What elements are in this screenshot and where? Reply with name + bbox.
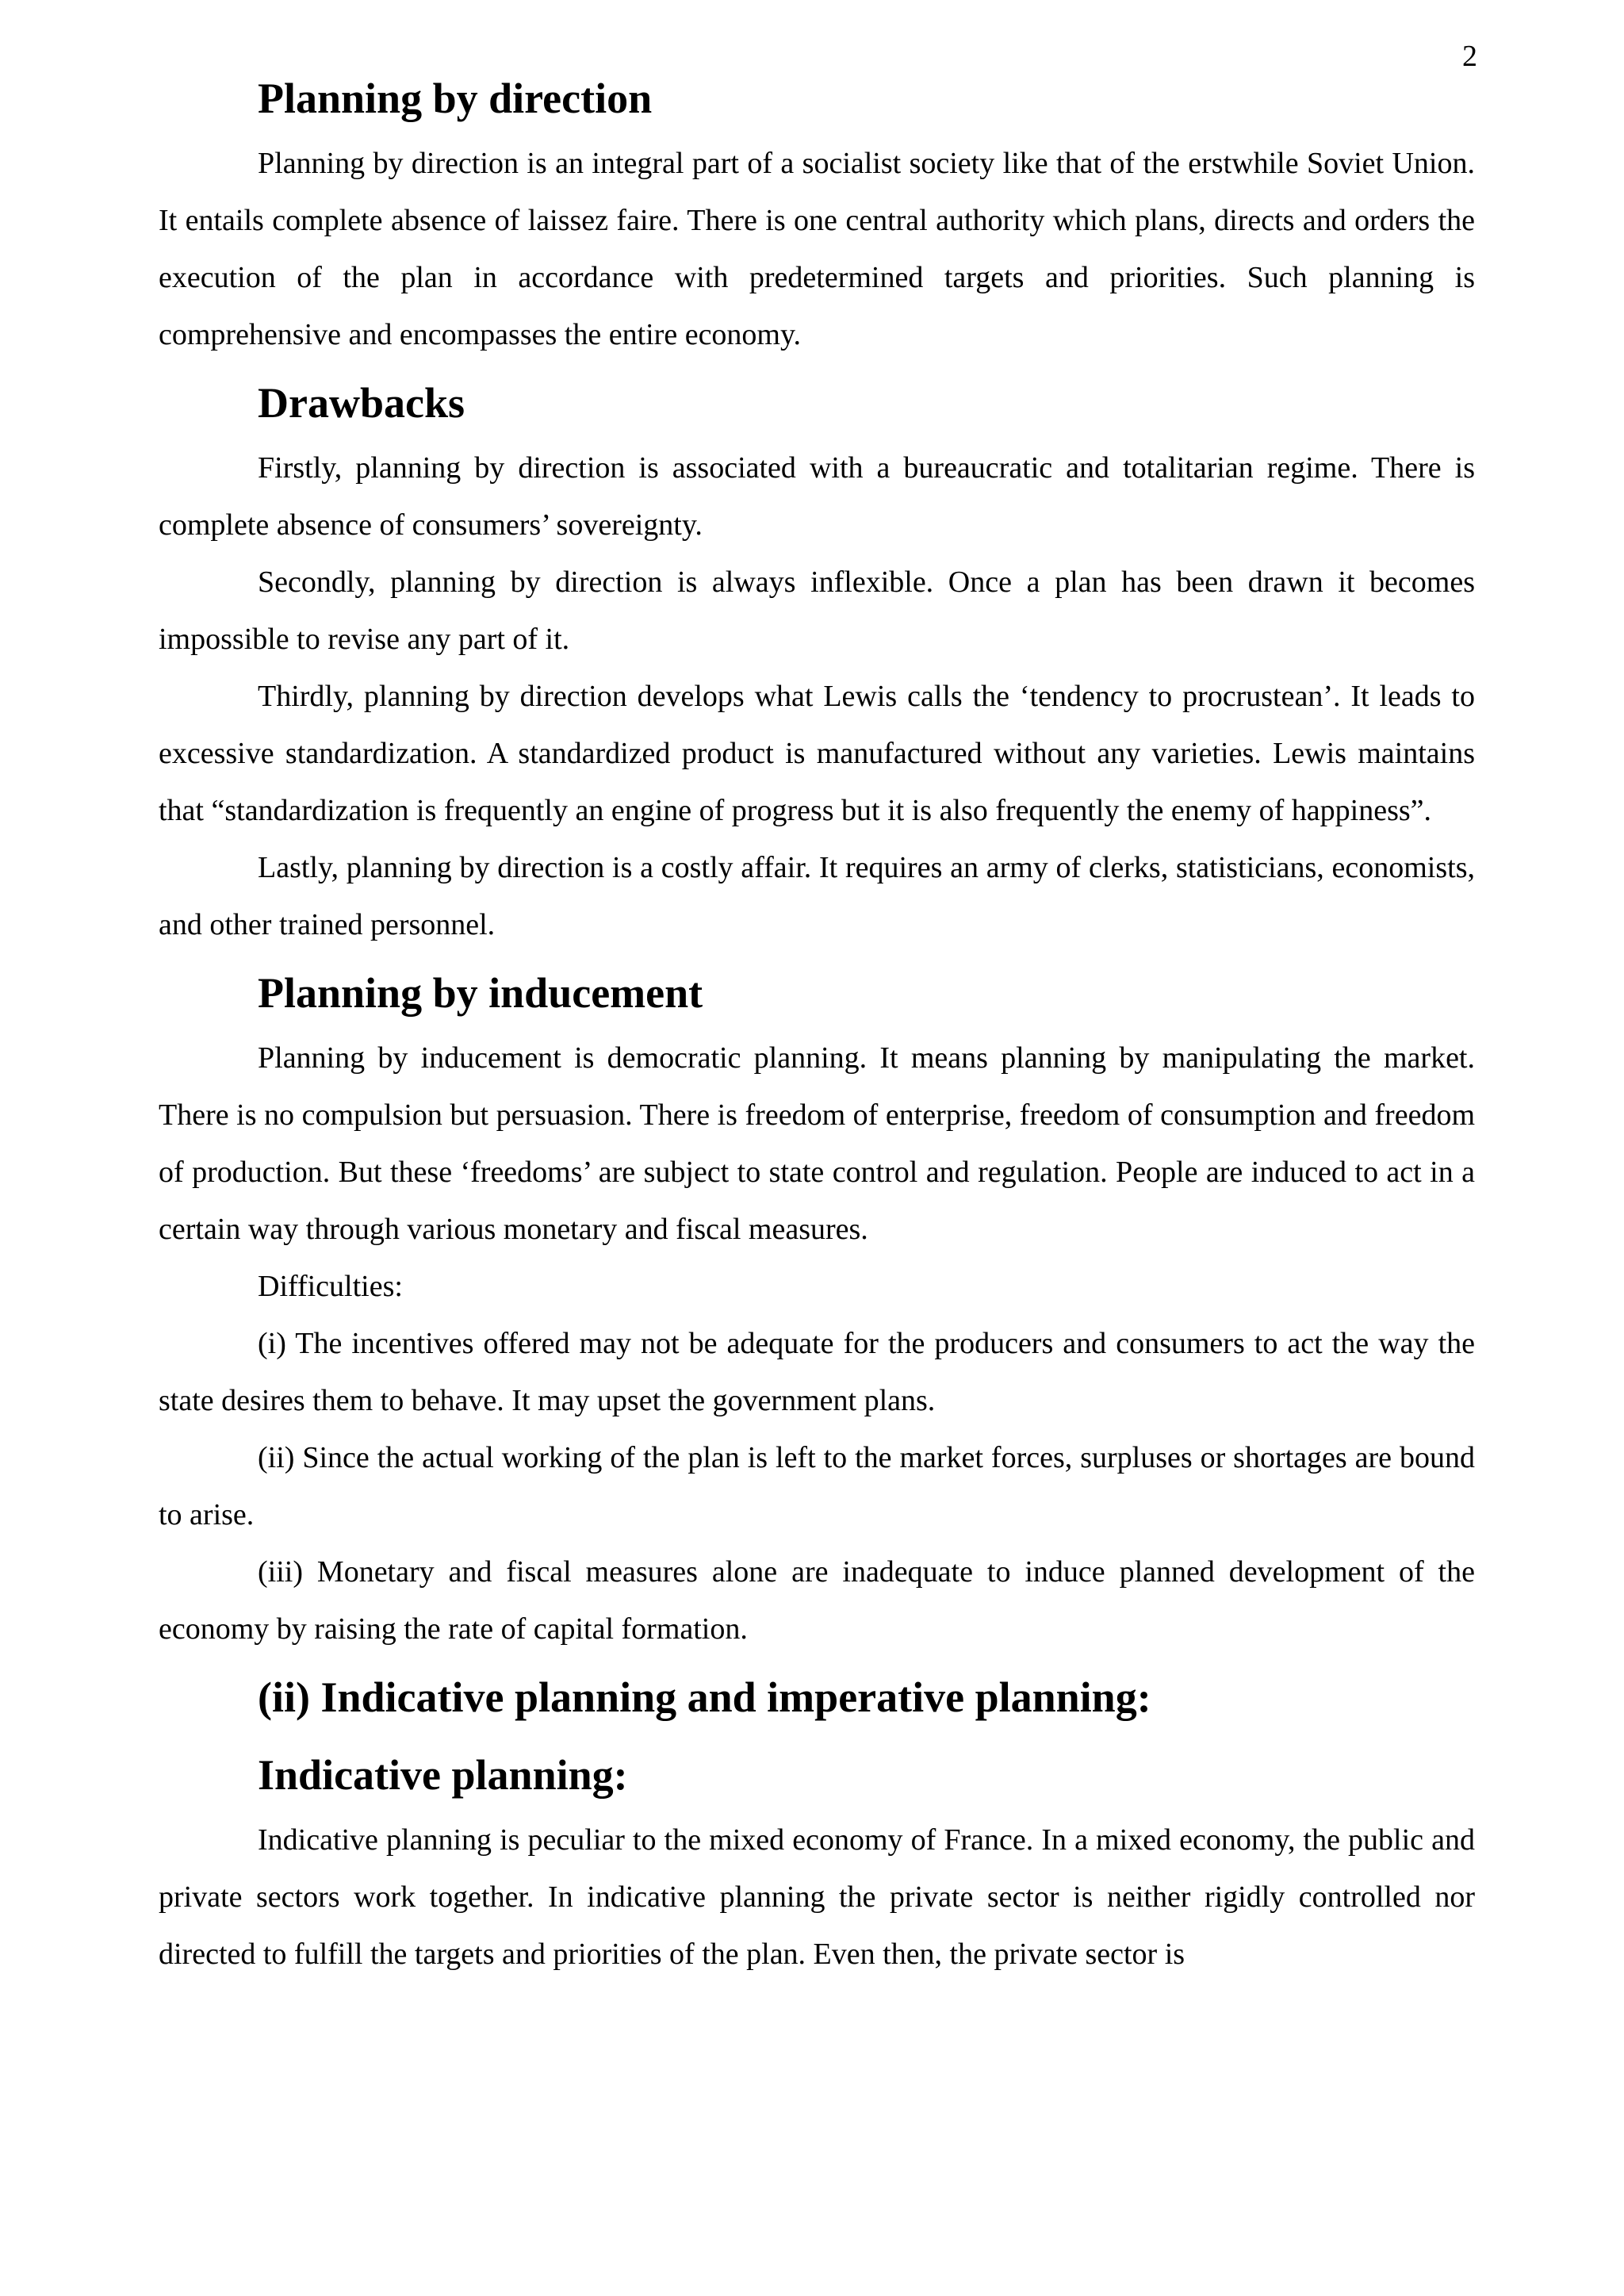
paragraph-planning-by-direction: Planning by direction is an integral part of a socialist society like that of the erstwhile Soviet Union. It entails complete absence of laissez faire. There is one central authority which plans, directs and orders the execution of the plan in accordance with predetermined targets and priorities. Such planning is comprehensive and encompasses the entire economy. [159,147,1475,351]
paragraph-drawback-firstly: Firstly, planning by direction is associated with a bureaucratic and totalitarian regime. There is complete absence of consumers’ sovereignty. [159,451,1475,542]
paragraph-drawback-lastly: Lastly, planning by direction is a costly affair. It requires an army of clerks, statisticians, economists, and other trained personnel. [159,851,1475,941]
page-number: 2 [1462,40,1477,73]
heading-planning-by-direction: Planning by direction [258,75,653,122]
paragraph-difficulty-i: (i) The incentives offered may not be adequate for the producers and consumers to act the way the state desires them to behave. It may upset the government plans. [159,1327,1475,1417]
paragraph-planning-by-inducement: Planning by inducement is democratic planning. It means planning by manipulating the market. There is no compulsion but persuasion. There is freedom of enterprise, freedom of consumption and freedom of production. But these ‘freedoms’ are subject to state control and regulation. People are induced to act in a certain way through various monetary and fiscal measures. [159,1041,1475,1246]
paragraph-difficulty-ii: (ii) Since the actual working of the plan is left to the market forces, surpluses or shortages are bound to arise. [159,1441,1475,1531]
heading-planning-by-inducement: Planning by inducement [258,969,703,1017]
heading-indicative-and-imperative-planning: (ii) Indicative planning and imperative planning: [258,1673,1151,1721]
document-body [159,70,1475,1983]
paragraph-indicative-planning: Indicative planning is peculiar to the mixed economy of France. In a mixed economy, the public and private sectors work together. In indicative planning the private sector is neither rigidly controlled nor directed to fulfill the targets and priorities of the plan. Even then, the private sector is [159,1823,1475,1971]
heading-drawbacks: Drawbacks [258,379,465,427]
paragraph-drawback-thirdly: Thirdly, planning by direction develops what Lewis calls the ‘tendency to procrustean’. It leads to excessive standardization. A standardized product is manufactured without any varieties. Lewis maintains that “standardization is frequently an engine of progress but it is also frequently the enemy of happiness”. [159,680,1475,827]
paragraph-drawback-secondly: Secondly, planning by direction is always inflexible. Once a plan has been drawn it becomes impossible to revise any part of it. [159,565,1475,656]
heading-indicative-planning: Indicative planning: [258,1751,628,1799]
difficulties-label: Difficulties: [258,1270,403,1303]
paragraph-difficulty-iii: (iii) Monetary and fiscal measures alone are inadequate to induce planned development of the economy by raising the rate of capital formation. [159,1555,1475,1646]
